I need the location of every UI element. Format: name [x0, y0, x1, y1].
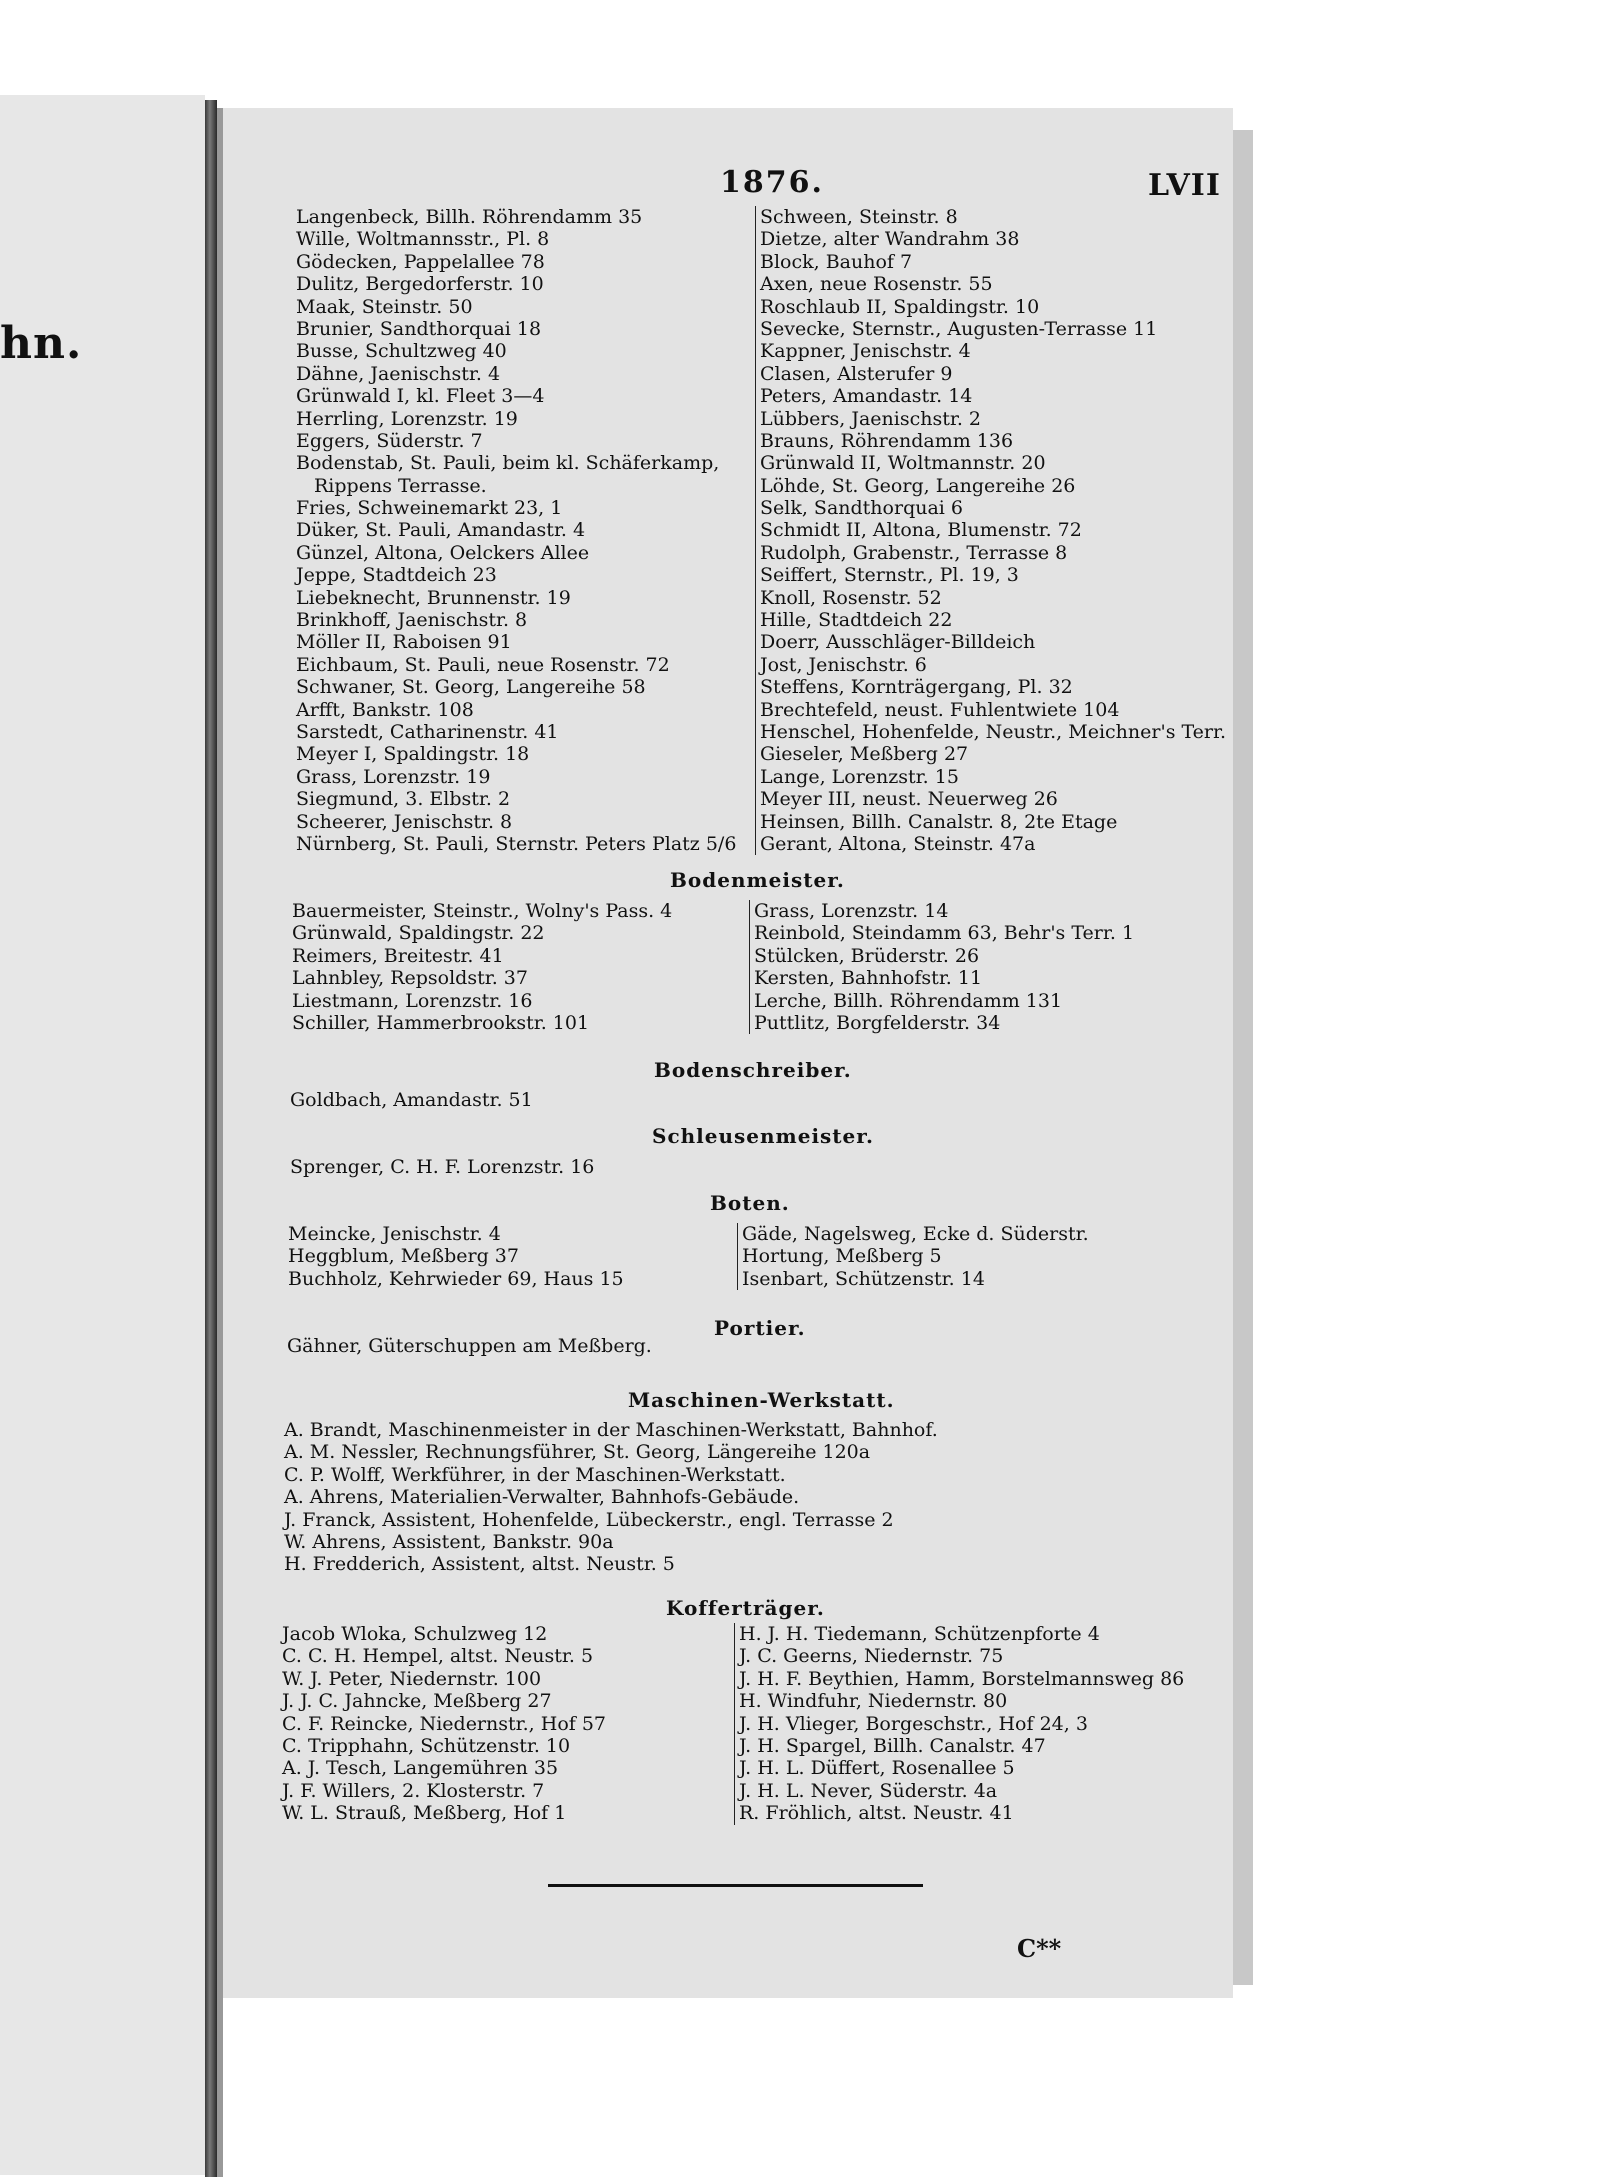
section-title-portier: Portier.: [714, 1316, 806, 1340]
list-item: J. C. Geerns, Niedernstr. 75: [739, 1645, 1004, 1668]
werkstatt-column: [284, 1419, 938, 1576]
list-item: J. Franck, Assistent, Hohenfelde, Lübeckerstr., engl. Terrasse 2: [284, 1508, 894, 1531]
list-item: Maak, Steinstr. 50: [296, 295, 473, 318]
list-item: Jost, Jenischstr. 6: [760, 653, 927, 676]
koffertraeger-right-column: [734, 1623, 1184, 1825]
list-item: Liebeknecht, Brunnenstr. 19: [296, 586, 571, 609]
binding-gutter: [205, 100, 217, 2177]
list-item: Isenbart, Schützenstr. 14: [742, 1267, 985, 1290]
list-item: C. Tripphahn, Schützenstr. 10: [282, 1734, 571, 1757]
list-item: Peters, Amandastr. 14: [760, 385, 973, 408]
list-item: H. J. H. Tiedemann, Schützenpforte 4: [739, 1623, 1100, 1645]
list-item: Seiffert, Sternstr., Pl. 19, 3: [760, 564, 1019, 587]
list-item: Kappner, Jenischstr. 4: [760, 340, 971, 363]
signature-mark: C**: [1017, 1934, 1062, 1963]
boten-right-column: [737, 1223, 1089, 1290]
list-item: Clasen, Alsterufer 9: [760, 362, 953, 385]
section1-right-column: [755, 206, 1226, 855]
list-item: J. J. C. Jahncke, Meßberg 27: [282, 1690, 552, 1713]
list-item: Siegmund, 3. Elbstr. 2: [296, 788, 511, 811]
section-title-boten: Boten.: [710, 1191, 790, 1215]
list-item: Knoll, Rosenstr. 52: [760, 586, 942, 609]
section-title-werkstatt: Maschinen-Werkstatt.: [628, 1388, 895, 1412]
list-item: Gödecken, Pappelallee 78: [296, 250, 545, 273]
list-item: Grünwald I, kl. Fleet 3—4: [296, 385, 545, 408]
list-item: Selk, Sandthorquai 6: [760, 497, 963, 520]
list-item: Düker, St. Pauli, Amandastr. 4: [296, 519, 586, 542]
section-title-schleusenmeister: Schleusenmeister.: [652, 1124, 874, 1148]
list-item: C. C. H. Hempel, altst. Neustr. 5: [282, 1645, 594, 1668]
list-item: J. H. F. Beythien, Hamm, Borstelmannsweg 86: [739, 1667, 1185, 1690]
list-item: Kersten, Bahnhofstr. 11: [754, 967, 983, 990]
list-item: Schiller, Hammerbrookstr. 101: [292, 1011, 590, 1034]
list-item: Möller II, Raboisen 91: [296, 631, 512, 654]
list-item: Brinkhoff, Jaenischstr. 8: [296, 609, 528, 632]
page-year: 1876.: [720, 165, 824, 200]
list-item: Dähne, Jaenischstr. 4: [296, 362, 501, 385]
bodenschreiber-entry: Goldbach, Amandastr. 51: [290, 1089, 533, 1111]
list-item: C. P. Wolff, Werkführer, in der Maschinen-Werkstatt.: [284, 1463, 786, 1486]
list-item: Arfft, Bankstr. 108: [296, 698, 474, 721]
list-item: Liestmann, Lorenzstr. 16: [292, 989, 533, 1012]
list-item: Scheerer, Jenischstr. 8: [296, 810, 513, 833]
page-folio: LVII: [1148, 168, 1221, 203]
list-item: Rudolph, Grabenstr., Terrasse 8: [760, 541, 1068, 564]
list-item: Schwaner, St. Georg, Langereihe 58: [296, 676, 646, 699]
list-item: Löhde, St. Georg, Langereihe 26: [760, 474, 1076, 497]
list-item: Dietze, alter Wandrahm 38: [760, 228, 1020, 251]
section1-left-column: [296, 206, 736, 855]
bodenmeister-left-column: [292, 900, 672, 1034]
list-item: J. H. Vlieger, Borgeschstr., Hof 24, 3: [739, 1712, 1088, 1735]
list-item: A. Ahrens, Materialien-Verwalter, Bahnhofs-Gebäude.: [284, 1486, 800, 1509]
list-item: J. F. Willers, 2. Klosterstr. 7: [282, 1779, 545, 1802]
list-item: Rippens Terrasse.: [314, 474, 487, 497]
list-item: Steffens, Kornträgergang, Pl. 32: [760, 676, 1073, 699]
section-title-bodenschreiber: Bodenschreiber.: [654, 1058, 852, 1082]
list-item: Buchholz, Kehrwieder 69, Haus 15: [288, 1267, 624, 1290]
list-item: Gerant, Altona, Steinstr. 47a: [760, 832, 1036, 855]
list-item: A. Brandt, Maschinenmeister in der Maschinen-Werkstatt, Bahnhof.: [284, 1419, 938, 1441]
list-item: Stülcken, Brüderstr. 26: [754, 944, 980, 967]
left-page-fragment: [0, 95, 205, 2175]
koffertraeger-left-column: [282, 1623, 606, 1825]
section-title-koffertraeger: Kofferträger.: [666, 1596, 825, 1620]
list-item: Hortung, Meßberg 5: [742, 1245, 942, 1268]
footer-rule: [548, 1884, 923, 1887]
list-item: Nürnberg, St. Pauli, Sternstr. Peters Platz 5/6: [296, 832, 737, 855]
section-title-bodenmeister: Bodenmeister.: [670, 868, 845, 892]
list-item: Lahnbley, Repsoldstr. 37: [292, 967, 528, 990]
list-item: A. J. Tesch, Langemühren 35: [282, 1757, 559, 1780]
list-item: Meyer I, Spaldingstr. 18: [296, 743, 530, 766]
list-item: Puttlitz, Borgfelderstr. 34: [754, 1011, 1001, 1034]
list-item: W. L. Strauß, Meßberg, Hof 1: [282, 1802, 567, 1825]
list-item: Lerche, Billh. Röhrendamm 131: [754, 989, 1063, 1012]
list-item: Wille, Woltmannsstr., Pl. 8: [296, 228, 550, 251]
list-item: J. H. Spargel, Billh. Canalstr. 47: [739, 1734, 1046, 1757]
list-item: Roschlaub II, Spaldingstr. 10: [760, 295, 1040, 318]
list-item: Schmidt II, Altona, Blumenstr. 72: [760, 519, 1082, 542]
list-item: Grünwald II, Woltmannstr. 20: [760, 452, 1046, 475]
schleusenmeister-entry: Sprenger, C. H. F. Lorenzstr. 16: [290, 1156, 595, 1178]
list-item: Günzel, Altona, Oelckers Allee: [296, 541, 590, 564]
list-item: Brechtefeld, neust. Fuhlentwiete 104: [760, 698, 1120, 721]
list-item: Block, Bauhof 7: [760, 250, 913, 273]
list-item: Reimers, Breitestr. 41: [292, 944, 504, 967]
list-item: Sarstedt, Catharinenstr. 41: [296, 720, 559, 743]
list-item: Doerr, Ausschläger-Billdeich: [760, 631, 1036, 654]
list-item: Gäde, Nagelsweg, Ecke d. Süderstr.: [742, 1223, 1089, 1245]
list-item: J. H. L. Never, Süderstr. 4a: [739, 1779, 998, 1802]
list-item: A. M. Nessler, Rechnungsführer, St. Georg, Längereihe 120a: [284, 1441, 871, 1464]
list-item: Henschel, Hohenfelde, Neustr., Meichner's Terr.: [760, 720, 1227, 743]
boten-left-column: [288, 1223, 624, 1290]
list-item: Brauns, Röhrendamm 136: [760, 429, 1014, 452]
list-item: Sevecke, Sternstr., Augusten-Terrasse 11: [760, 317, 1158, 340]
list-item: Jeppe, Stadtdeich 23: [296, 564, 497, 587]
list-item: Bauermeister, Steinstr., Wolny's Pass. 4: [292, 900, 673, 922]
list-item: Heggblum, Meßberg 37: [288, 1245, 519, 1268]
list-item: W. J. Peter, Niedernstr. 100: [282, 1667, 542, 1690]
list-item: H. Windfuhr, Niedernstr. 80: [739, 1690, 1008, 1713]
list-item: Hille, Stadtdeich 22: [760, 609, 953, 632]
list-item: Bodenstab, St. Pauli, beim kl. Schäferkamp,: [296, 452, 720, 475]
list-item: Grünwald, Spaldingstr. 22: [292, 922, 545, 945]
list-item: C. F. Reincke, Niedernstr., Hof 57: [282, 1712, 607, 1735]
left-page-heading: hn.: [0, 318, 83, 369]
list-item: Reinbold, Steindamm 63, Behr's Terr. 1: [754, 922, 1135, 945]
list-item: Eichbaum, St. Pauli, neue Rosenstr. 72: [296, 653, 670, 676]
list-item: Brunier, Sandthorquai 18: [296, 317, 542, 340]
page-edge: [1233, 130, 1253, 1985]
list-item: J. H. L. Düffert, Rosenallee 5: [739, 1757, 1015, 1780]
list-item: Grass, Lorenzstr. 19: [296, 765, 491, 788]
list-item: Axen, neue Rosenstr. 55: [760, 273, 993, 296]
list-item: Schween, Steinstr. 8: [760, 206, 958, 228]
list-item: Heinsen, Billh. Canalstr. 8, 2te Etage: [760, 810, 1118, 833]
list-item: Busse, Schultzweg 40: [296, 340, 507, 363]
list-item: W. Ahrens, Assistent, Bankstr. 90a: [284, 1530, 614, 1553]
list-item: H. Fredderich, Assistent, altst. Neustr. 5: [284, 1553, 675, 1576]
portier-entry: Gähner, Güterschuppen am Meßberg.: [287, 1335, 652, 1357]
list-item: Dulitz, Bergedorferstr. 10: [296, 273, 544, 296]
list-item: Fries, Schweinemarkt 23, 1: [296, 497, 563, 520]
list-item: Meyer III, neust. Neuerweg 26: [760, 788, 1058, 811]
list-item: Jacob Wloka, Schulzweg 12: [282, 1623, 548, 1645]
list-item: R. Fröhlich, altst. Neustr. 41: [739, 1802, 1014, 1825]
list-item: Herrling, Lorenzstr. 19: [296, 407, 518, 430]
bodenmeister-right-column: [749, 900, 1134, 1034]
list-item: Gieseler, Meßberg 27: [760, 743, 969, 766]
list-item: Eggers, Süderstr. 7: [296, 429, 483, 452]
list-item: Lübbers, Jaenischstr. 2: [760, 407, 982, 430]
list-item: Lange, Lorenzstr. 15: [760, 765, 959, 788]
list-item: Grass, Lorenzstr. 14: [754, 900, 949, 922]
list-item: Meincke, Jenischstr. 4: [288, 1223, 501, 1245]
list-item: Langenbeck, Billh. Röhrendamm 35: [296, 206, 643, 228]
